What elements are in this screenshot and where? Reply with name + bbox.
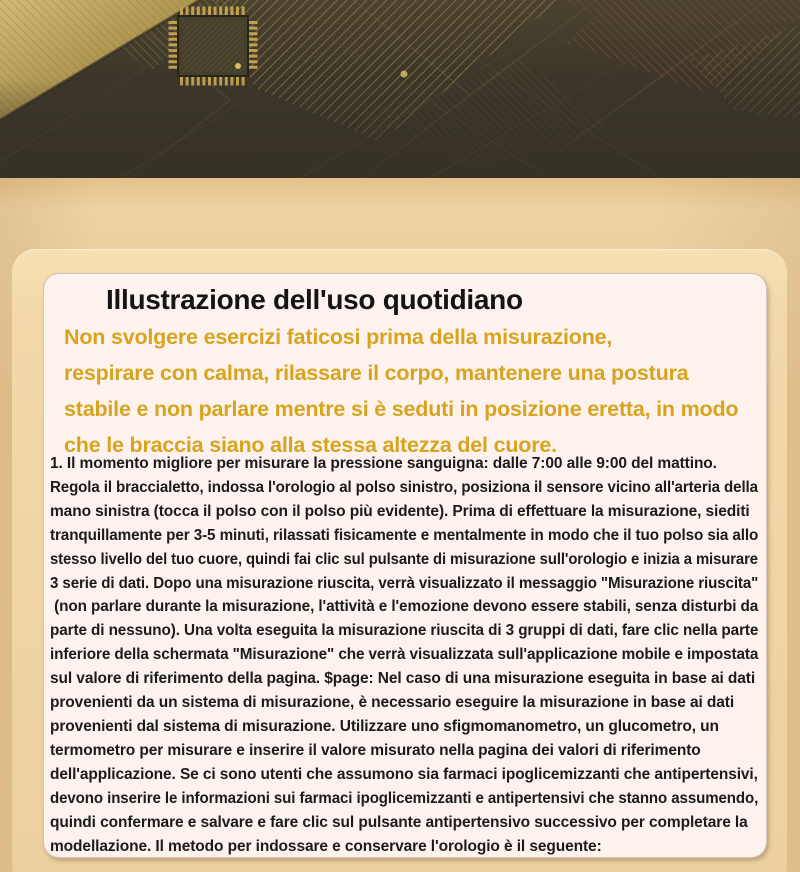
text-line: termometro per misurare e inserire il valore misurato nella pagina dei valori di riferimento <box>50 741 701 759</box>
hero-fade <box>0 78 800 178</box>
text-line: quindi confermare e salvare e fare clic sul pulsante antipertensivo successivo per completare la <box>50 813 748 831</box>
text-line: dell'applicazione. Se ci sono utenti che assumono sia farmaci ipoglicemizzanti che antipertensivi, <box>50 765 758 783</box>
text-line: stesso livello del tuo cuore, quindi fai clic sul pulsante di misurazione sull'orologio e inizia a misurare <box>50 550 758 568</box>
section-title: Illustrazione dell'uso quotidiano <box>106 284 523 315</box>
text-line: Non svolgere esercizi faticosi prima della misurazione, <box>64 325 613 349</box>
text-line: inferiore della schermata "Misurazione" che verrà visualizzata sull'applicazione mobile e impostata <box>50 646 759 664</box>
text-line: stabile e non parlare mentre si è seduti in posizione eretta, in modo <box>64 397 739 421</box>
warning-text <box>64 319 756 463</box>
text-line: tranquillamente per 3-5 minuti, rilassati fisicamente e mentalmente in modo che il tuo polso sia allo <box>50 526 759 544</box>
text-line: sul valore di riferimento della pagina. $page: Nel caso di una misurazione eseguita in base ai dati <box>50 670 756 688</box>
text-line: parte di nessuno). Una volta eseguita la misurazione riuscita di 3 gruppi di dati, fare clic nella parte <box>50 622 759 640</box>
text-line: 3 serie di dati. Dopo una misurazione riuscita, verrà visualizzato il messaggio "Misurazione riuscita" <box>50 574 759 592</box>
section-title-wrap <box>106 283 754 316</box>
text-line: provenienti dal sistema di misurazione. Utilizzare uno sfigmomanometro, un glucometro, un <box>50 717 719 735</box>
text-line: respirare con calma, rilassare il corpo, mantenere una postura <box>64 361 689 385</box>
body-text <box>50 452 758 858</box>
circuit-board-image <box>0 0 800 178</box>
content-panel <box>12 249 787 872</box>
text-line: mano sinistra (tocca il polso con il polso più evidente). Prima di effettuare la misurazione, siediti <box>50 502 750 520</box>
text-line: devono inserire le informazioni sui farmaci ipoglicemizzanti e antipertensivi che stanno assumendo, <box>50 789 759 807</box>
text-line: (non parlare durante la misurazione, l'attività e l'emozione devono essere stabili, senza disturbi da <box>50 598 759 616</box>
text-line: che le braccia siano alla stessa altezza del cuore. <box>64 433 557 457</box>
text-line: 1. Il momento migliore per misurare la pressione sanguigna: dalle 7:00 alle 9:00 del mattino. <box>50 455 717 472</box>
text-line: modellazione. Il metodo per indossare e conservare l'orologio è il seguente: <box>50 837 602 855</box>
text-line: Regola il braccialetto, indossa l'orologio al polso sinistro, posiziona il sensore vicino all'arteria della <box>50 478 758 496</box>
text-line: provenienti da un sistema di misurazione, è necessario eseguire la misurazione in base ai dati <box>50 694 735 712</box>
instruction-card <box>43 273 767 858</box>
